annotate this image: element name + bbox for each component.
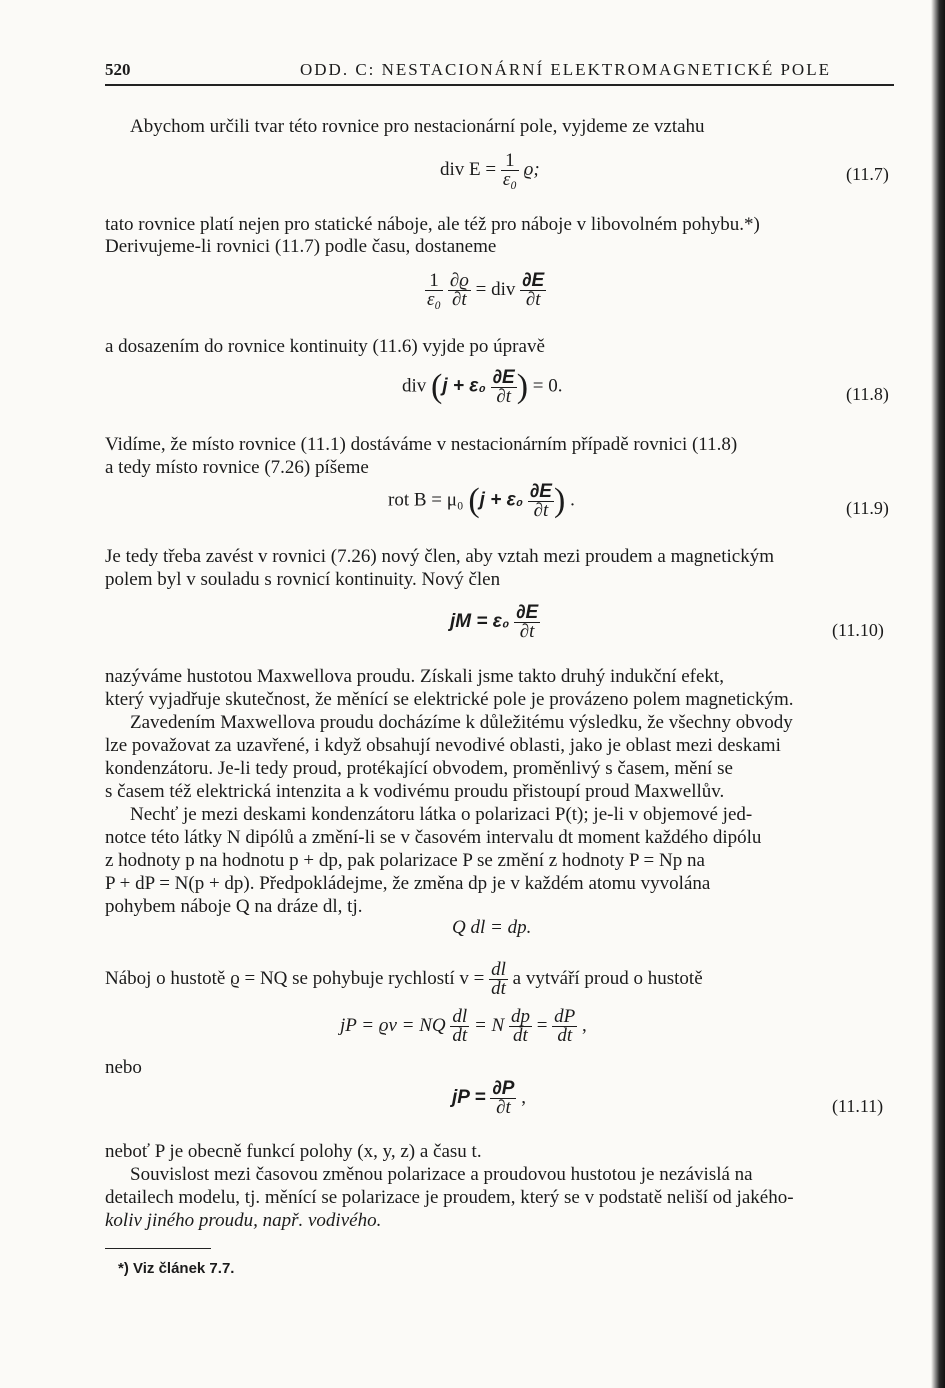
text-line: neboť P je obecně funkcí polohy (x, y, z) a času t. xyxy=(105,1141,482,1162)
eq-label-11-10: (11.10) xyxy=(832,620,884,640)
equation-jp-chain: jP = ϱv = NQ $\frac{dl}{dt}$ = N $\frac{dp}{dt}$ = $\frac{dP}{dt}$ , xyxy=(340,1006,587,1046)
text-line: Náboj o hustotě ϱ = NQ se pohybuje rychlostí v = $\frac{dl}{dt}$ a vytváří proud o hustotě xyxy=(105,959,703,999)
text-line: pohybem náboje Q na dráze dl, tj. xyxy=(105,896,363,917)
text-line: Derivujeme-li rovnici (11.7) podle času, dostaneme xyxy=(105,236,497,257)
text-line: tato rovnice platí nejen pro statické náboje, ale též pro náboje v libovolném pohybu.*) xyxy=(105,214,760,235)
text-line: Abychom určili tvar této rovnice pro nestacionární pole, vyjdeme ze vztahu xyxy=(130,116,705,137)
page-edge-shadow xyxy=(931,0,945,1388)
equation-11-7 xyxy=(440,152,540,189)
text-line: a tedy místo rovnice (7.26) píšeme xyxy=(105,457,369,478)
footnote: *) Viz článek 7.7. xyxy=(118,1260,235,1277)
header-rule xyxy=(105,84,894,86)
equation-11-10: jM = ε₀ $\frac{\partial E}{\partial t}$ xyxy=(450,602,539,642)
eq-label-11-8: (11.8) xyxy=(846,384,889,404)
text-line: Nechť je mezi deskami kondenzátoru látka o polarizaci P(t); je-li v objemové jed- xyxy=(130,804,753,825)
text-line: s časem též elektrická intenzita a k vodivému proudu přistoupí proud Maxwellův. xyxy=(105,781,725,802)
equation-q-dl: Q dl = dp. xyxy=(452,917,532,938)
text-line: nazýváme hustotou Maxwellova proudu. Získali jsme takto druhý indukční efekt, xyxy=(105,666,724,687)
text-line: koliv jiného proudu, např. vodivého. xyxy=(105,1210,382,1231)
eq-label-11-9: (11.9) xyxy=(846,498,889,518)
text-line: notce této látky N dipólů a změní-li se v časovém intervalu dt moment každého dipólu xyxy=(105,827,762,848)
running-header: ODD. C: NESTACIONÁRNÍ ELEKTROMAGNETICKÉ POLE xyxy=(300,60,831,79)
text-line: Vidíme, že místo rovnice (11.1) dostáváme v nestacionárním případě rovnici (11.8) xyxy=(105,434,738,455)
eq-fraction: $\frac{1}{\text{ε₀}}$ xyxy=(502,150,517,190)
text-line: kondenzátoru. Je-li tedy proud, protékající obvodem, proměnlivý s časem, mění se xyxy=(105,758,733,779)
equation-11-11: jP = $\frac{\partial P}{\partial t}$ , xyxy=(452,1078,526,1118)
text-line: detailech modelu, tj. měnící se polarizace je proudem, který se v podstatě neliší od jakého- xyxy=(105,1187,794,1208)
eq-lhs: div E = xyxy=(440,158,497,180)
text-line: P + dP = N(p + dp). Předpokládejme, že změna dp je v každém atomu vyvolána xyxy=(105,873,711,894)
text-line: nebo xyxy=(105,1057,142,1078)
text-line: a dosazením do rovnice kontinuity (11.6) vyjde po úpravě xyxy=(105,336,545,357)
text-line: Zavedením Maxwellova proudu docházíme k důležitému výsledku, že všechny obvody xyxy=(130,712,793,733)
eq-label-11-11: (11.11) xyxy=(832,1096,884,1116)
text-line: který vyjadřuje skutečnost, že měnící se elektrické pole je provázeno polem magnetickým. xyxy=(105,689,794,710)
eq-label-11-7: (11.7) xyxy=(846,164,889,184)
text-line: Souvislost mezi časovou změnou polarizace a proudovou hustotou je nezávislá na xyxy=(130,1164,753,1185)
equation-11-8: div (j + ε₀ $\frac{\partial E}{\partial t}$ ) = 0. xyxy=(402,366,563,407)
text-line: Je tedy třeba zavést v rovnici (7.26) nový člen, aby vztah mezi proudem a magnetickým xyxy=(105,546,774,567)
footnote-rule xyxy=(105,1248,211,1249)
eq-rhs: ϱ; xyxy=(523,158,540,180)
page-number: 520 xyxy=(105,60,131,79)
text-line: z hodnoty p na hodnotu p + dp, pak polarizace P se změní z hodnoty P = Np na xyxy=(105,850,705,871)
equation-11-9: rot B = μ₀ (j + ε₀ $\frac{\partial E}{\partial t}$ ) . xyxy=(388,480,575,521)
text-line: polem byl v souladu s rovnicí kontinuity. Nový člen xyxy=(105,569,501,590)
equation-time-derivative: $\frac{1}{\text{ε₀}}$ $\frac{\partial ϱ}{\partial t}$ = div $\frac{\partial E}{\partial t}$ xyxy=(427,270,545,310)
text-line: lze považovat za uzavřené, i když obsahují nevodivé oblasti, jako je oblast mezi deskami xyxy=(105,735,781,756)
